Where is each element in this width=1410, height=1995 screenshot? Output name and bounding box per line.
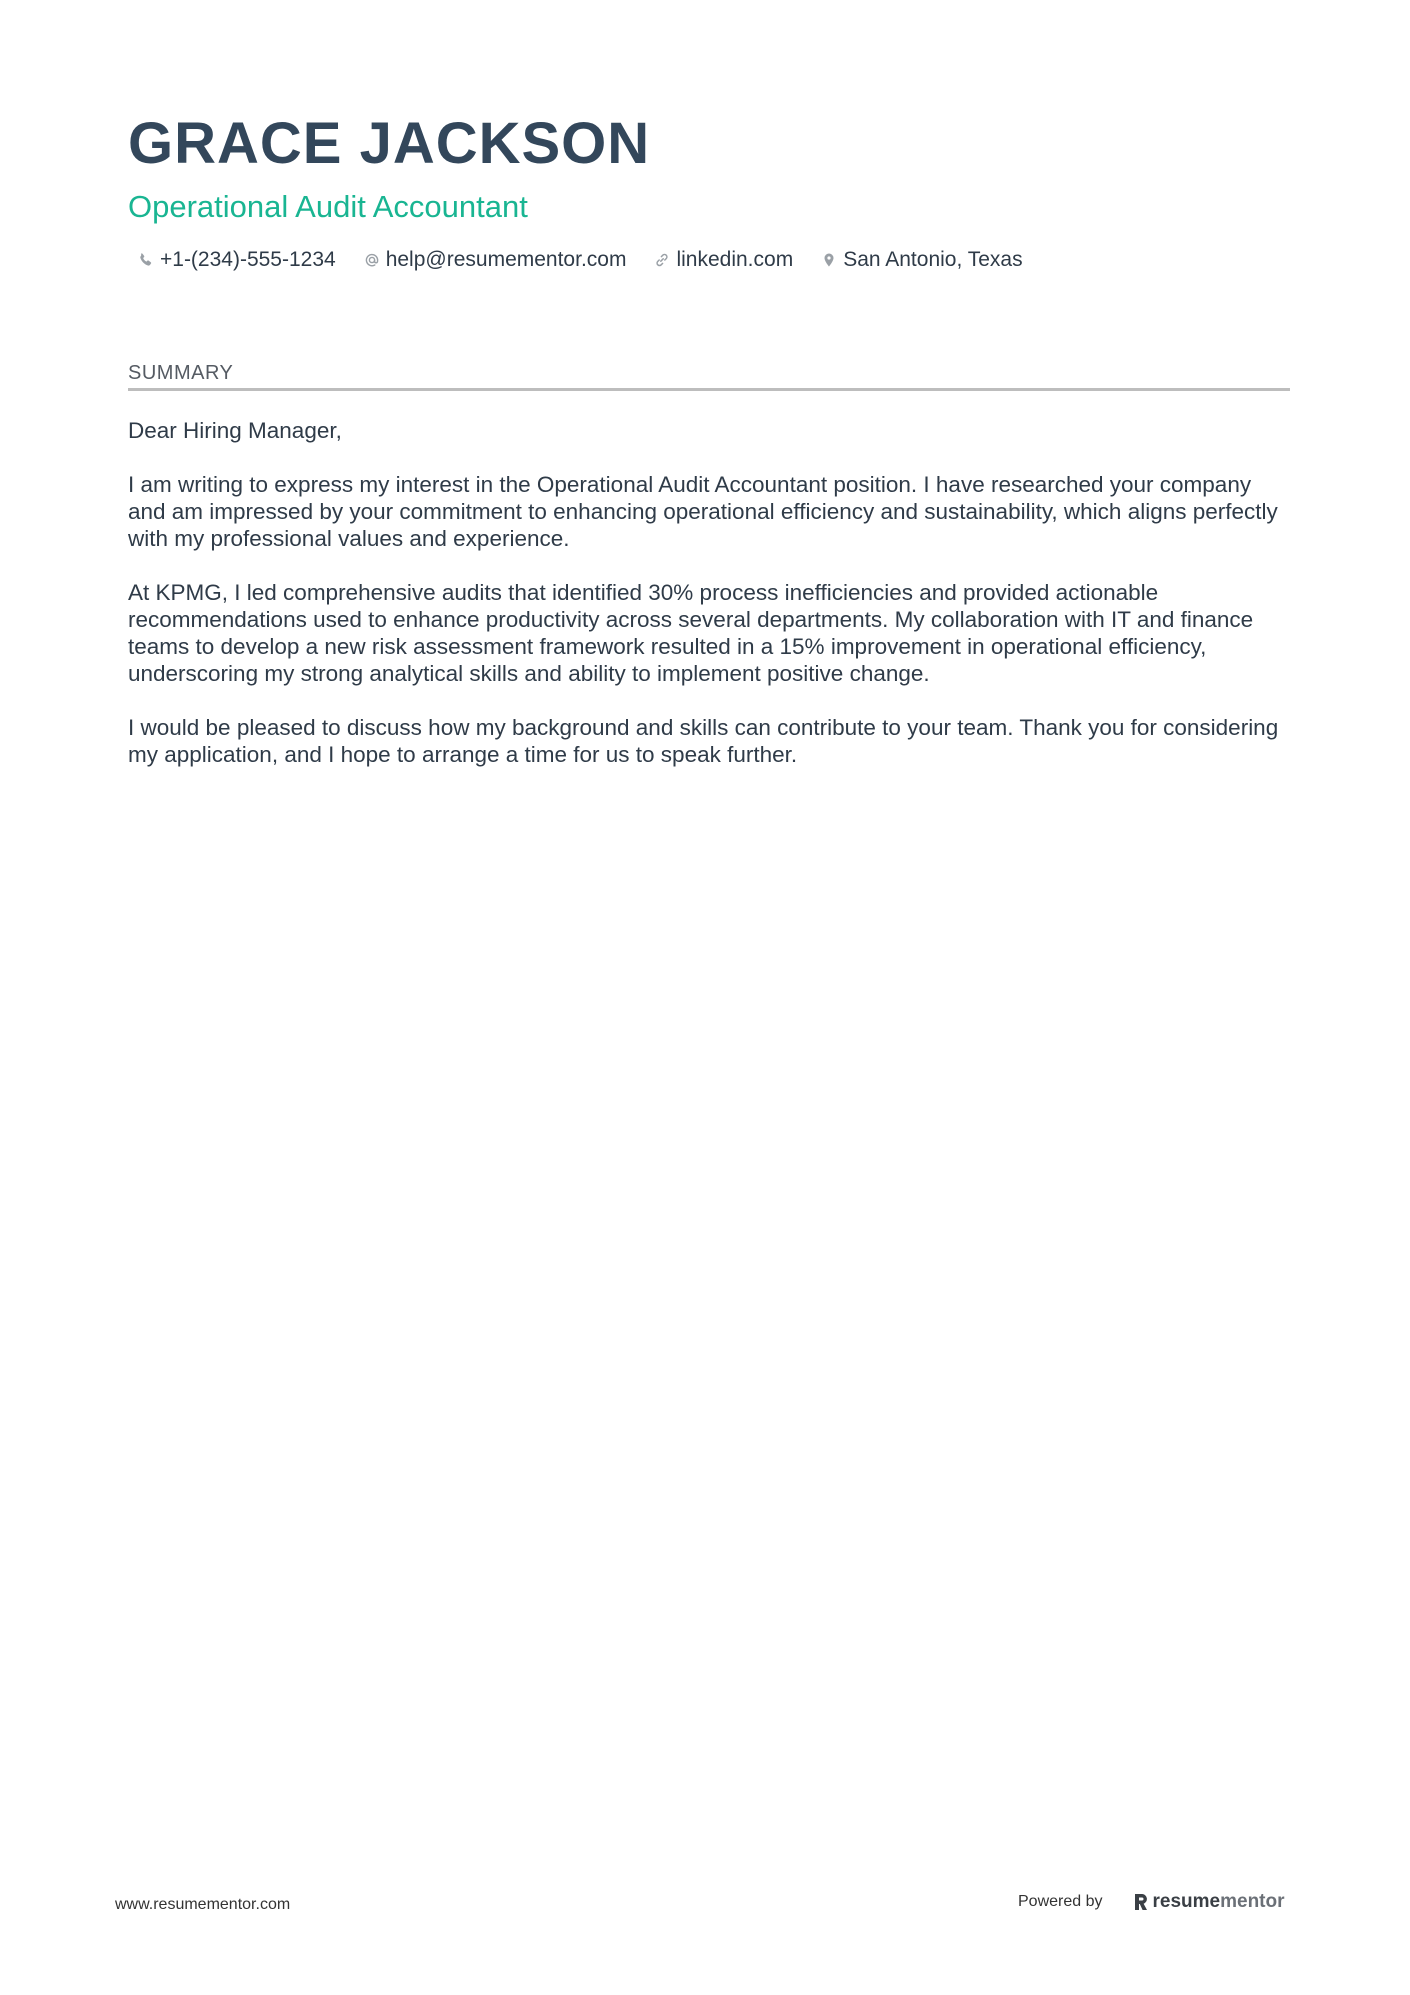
at-icon — [362, 250, 382, 270]
brand-text-part2: mentor — [1220, 1891, 1285, 1912]
section-heading: SUMMARY — [128, 360, 1290, 391]
letter-paragraph: I am writing to express my interest in the Operational Audit Accountant position. I have researched your company and am impressed by your commitment to enhancing operational efficiency and sustainability, which aligns perfectly with my professional values and experience. — [128, 472, 1278, 551]
salutation: Dear Hiring Manager, — [128, 418, 342, 443]
email-address[interactable]: help@resumementor.com — [385, 248, 627, 271]
letter-paragraph: At KPMG, I led comprehensive audits that identified 30% process inefficiencies and provided actionable recommendations used to enhance productivity across several departments. My collaboration with IT and finance teams to develop a new risk assessment framework resulted in a 15% improvement in operational efficiency, underscoring my strong analytical skills and ability to implement positive change. — [128, 580, 1254, 686]
phone-icon — [136, 250, 156, 270]
linkedin-link[interactable]: linkedin.com — [676, 248, 794, 271]
cover-letter-body — [128, 417, 1290, 768]
contact-phone — [136, 246, 336, 274]
contact-location — [819, 246, 1022, 274]
footer-website[interactable]: www.resumementor.com — [115, 1896, 291, 1913]
resumementor-logo-icon — [1133, 1892, 1149, 1912]
brand-text-part1: resume — [1152, 1891, 1221, 1912]
footer-branding — [1018, 1891, 1285, 1913]
summary-section — [128, 360, 1290, 795]
contact-linkedin — [652, 246, 793, 274]
letter-paragraph: I would be pleased to discuss how my background and skills can contribute to your team. Thank you for considering my application, and I hope to arrange a time for us to speak further. — [128, 715, 1279, 767]
header — [128, 108, 1288, 274]
phone-number[interactable]: +1-(234)-555-1234 — [160, 248, 336, 271]
candidate-name: GRACE JACKSON — [128, 111, 651, 176]
job-title: Operational Audit Accountant — [128, 189, 528, 224]
contact-bar — [128, 246, 1288, 274]
resumementor-logo[interactable] — [1133, 1891, 1285, 1913]
powered-by-label: Powered by — [1018, 1893, 1103, 1910]
location-text: San Antonio, Texas — [843, 248, 1023, 271]
contact-email — [362, 246, 627, 274]
link-icon — [652, 250, 672, 270]
location-pin-icon — [819, 250, 839, 270]
